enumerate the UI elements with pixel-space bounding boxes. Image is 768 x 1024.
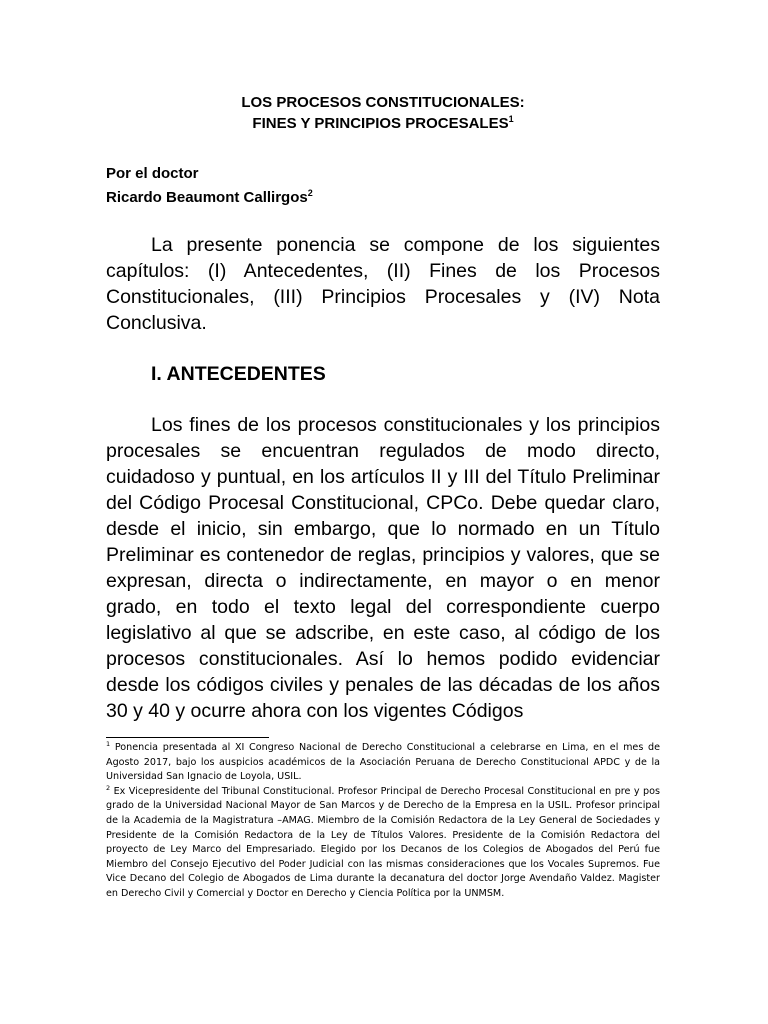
title-footnote-marker[interactable]: 1 xyxy=(508,114,514,124)
footnote-2-marker: 2 xyxy=(106,783,111,792)
section-heading: I. ANTECEDENTES xyxy=(151,363,326,385)
author-name: Ricardo Beaumont Callirgos xyxy=(106,189,308,206)
footnotes-section xyxy=(106,741,660,902)
footnote-2-text: Ex Vicepresidente del Tribunal Constitucional. Profesor Principal de Derecho Procesal Constitucional en pre y pos grado de la Universidad Nacional Mayor de San Marcos y de Derecho de la Empresa en la USIL. Profesor principal de la Academia de la Magistratura –AMAG. Miembro de la Comisión Redactora de la Ley General de Sociedades y Presidente de la Comisión Redactora de la Ley de Títulos Valores. Presidente de la Comisión Redactora del proyecto de Ley Marco del Empresariado. Elegido por los Decanos de los Colegios de Abogados del Perú fue Miembro del Consejo Ejecutivo del Poder Judicial con las mismas consideraciones que los Vocales Supremos. Fue Vice Decano del Colegio de Abogados de Lima durante la decanatura del doctor Jorge Avendaño Valdez. Magister en Derecho Civil y Comercial y Doctor en Derecho y Ciencia Política por la UNMSM. xyxy=(106,785,660,899)
author-name-line xyxy=(106,186,313,210)
author-footnote-marker[interactable]: 2 xyxy=(307,188,313,198)
title-line-2 xyxy=(106,113,660,134)
body-paragraph: Los fines de los procesos constitucionales y los principios procesales se encuentran regulados de modo directo, cuidadoso y puntual, en los artículos II y III del Título Preliminar del Código Procesal Constitucional, CPCo. Debe quedar claro, desde el inicio, sin embargo, que lo normado en un Título Preliminar es contenedor de reglas, principios y valores, que se expresan, directa o indirectamente, en mayor o en menor grado, en todo el texto legal del correspondiente cuerpo legislativo al que se adscribe, en este caso, al código de los procesos constitucionales. Así lo hemos podido evidenciar desde los códigos civiles y penales de las décadas de los años 30 y 40 y ocurre ahora con los vigentes Códigos xyxy=(106,414,660,722)
document-title xyxy=(106,92,660,134)
footnote-1-marker: 1 xyxy=(106,739,111,748)
intro-paragraph: La presente ponencia se compone de los siguientes capítulos: (I) Antecedentes, (II) Fines de los Procesos Constitucionales, (III) Principios Procesales y (IV) Nota Conclusiva. xyxy=(106,234,660,334)
author-block xyxy=(106,162,313,210)
author-prefix: Por el doctor xyxy=(106,165,199,182)
footnote-2 xyxy=(106,785,660,902)
title-line-2-text: FINES Y PRINCIPIOS PROCESALES xyxy=(252,115,509,132)
footnote-1-text: Ponencia presentada al XI Congreso Nacional de Derecho Constitucional a celebrarse en Lima, en el mes de Agosto 2017, bajo los auspicios académicos de la Asociación Peruana de Derecho Constitucional APDC y de la Universidad San Ignacio de Loyola, USIL. xyxy=(106,742,660,783)
title-line-1: LOS PROCESOS CONSTITUCIONALES: xyxy=(241,94,525,111)
footnote-1 xyxy=(106,741,660,785)
footnote-separator xyxy=(106,737,269,738)
document-page xyxy=(106,0,660,1024)
